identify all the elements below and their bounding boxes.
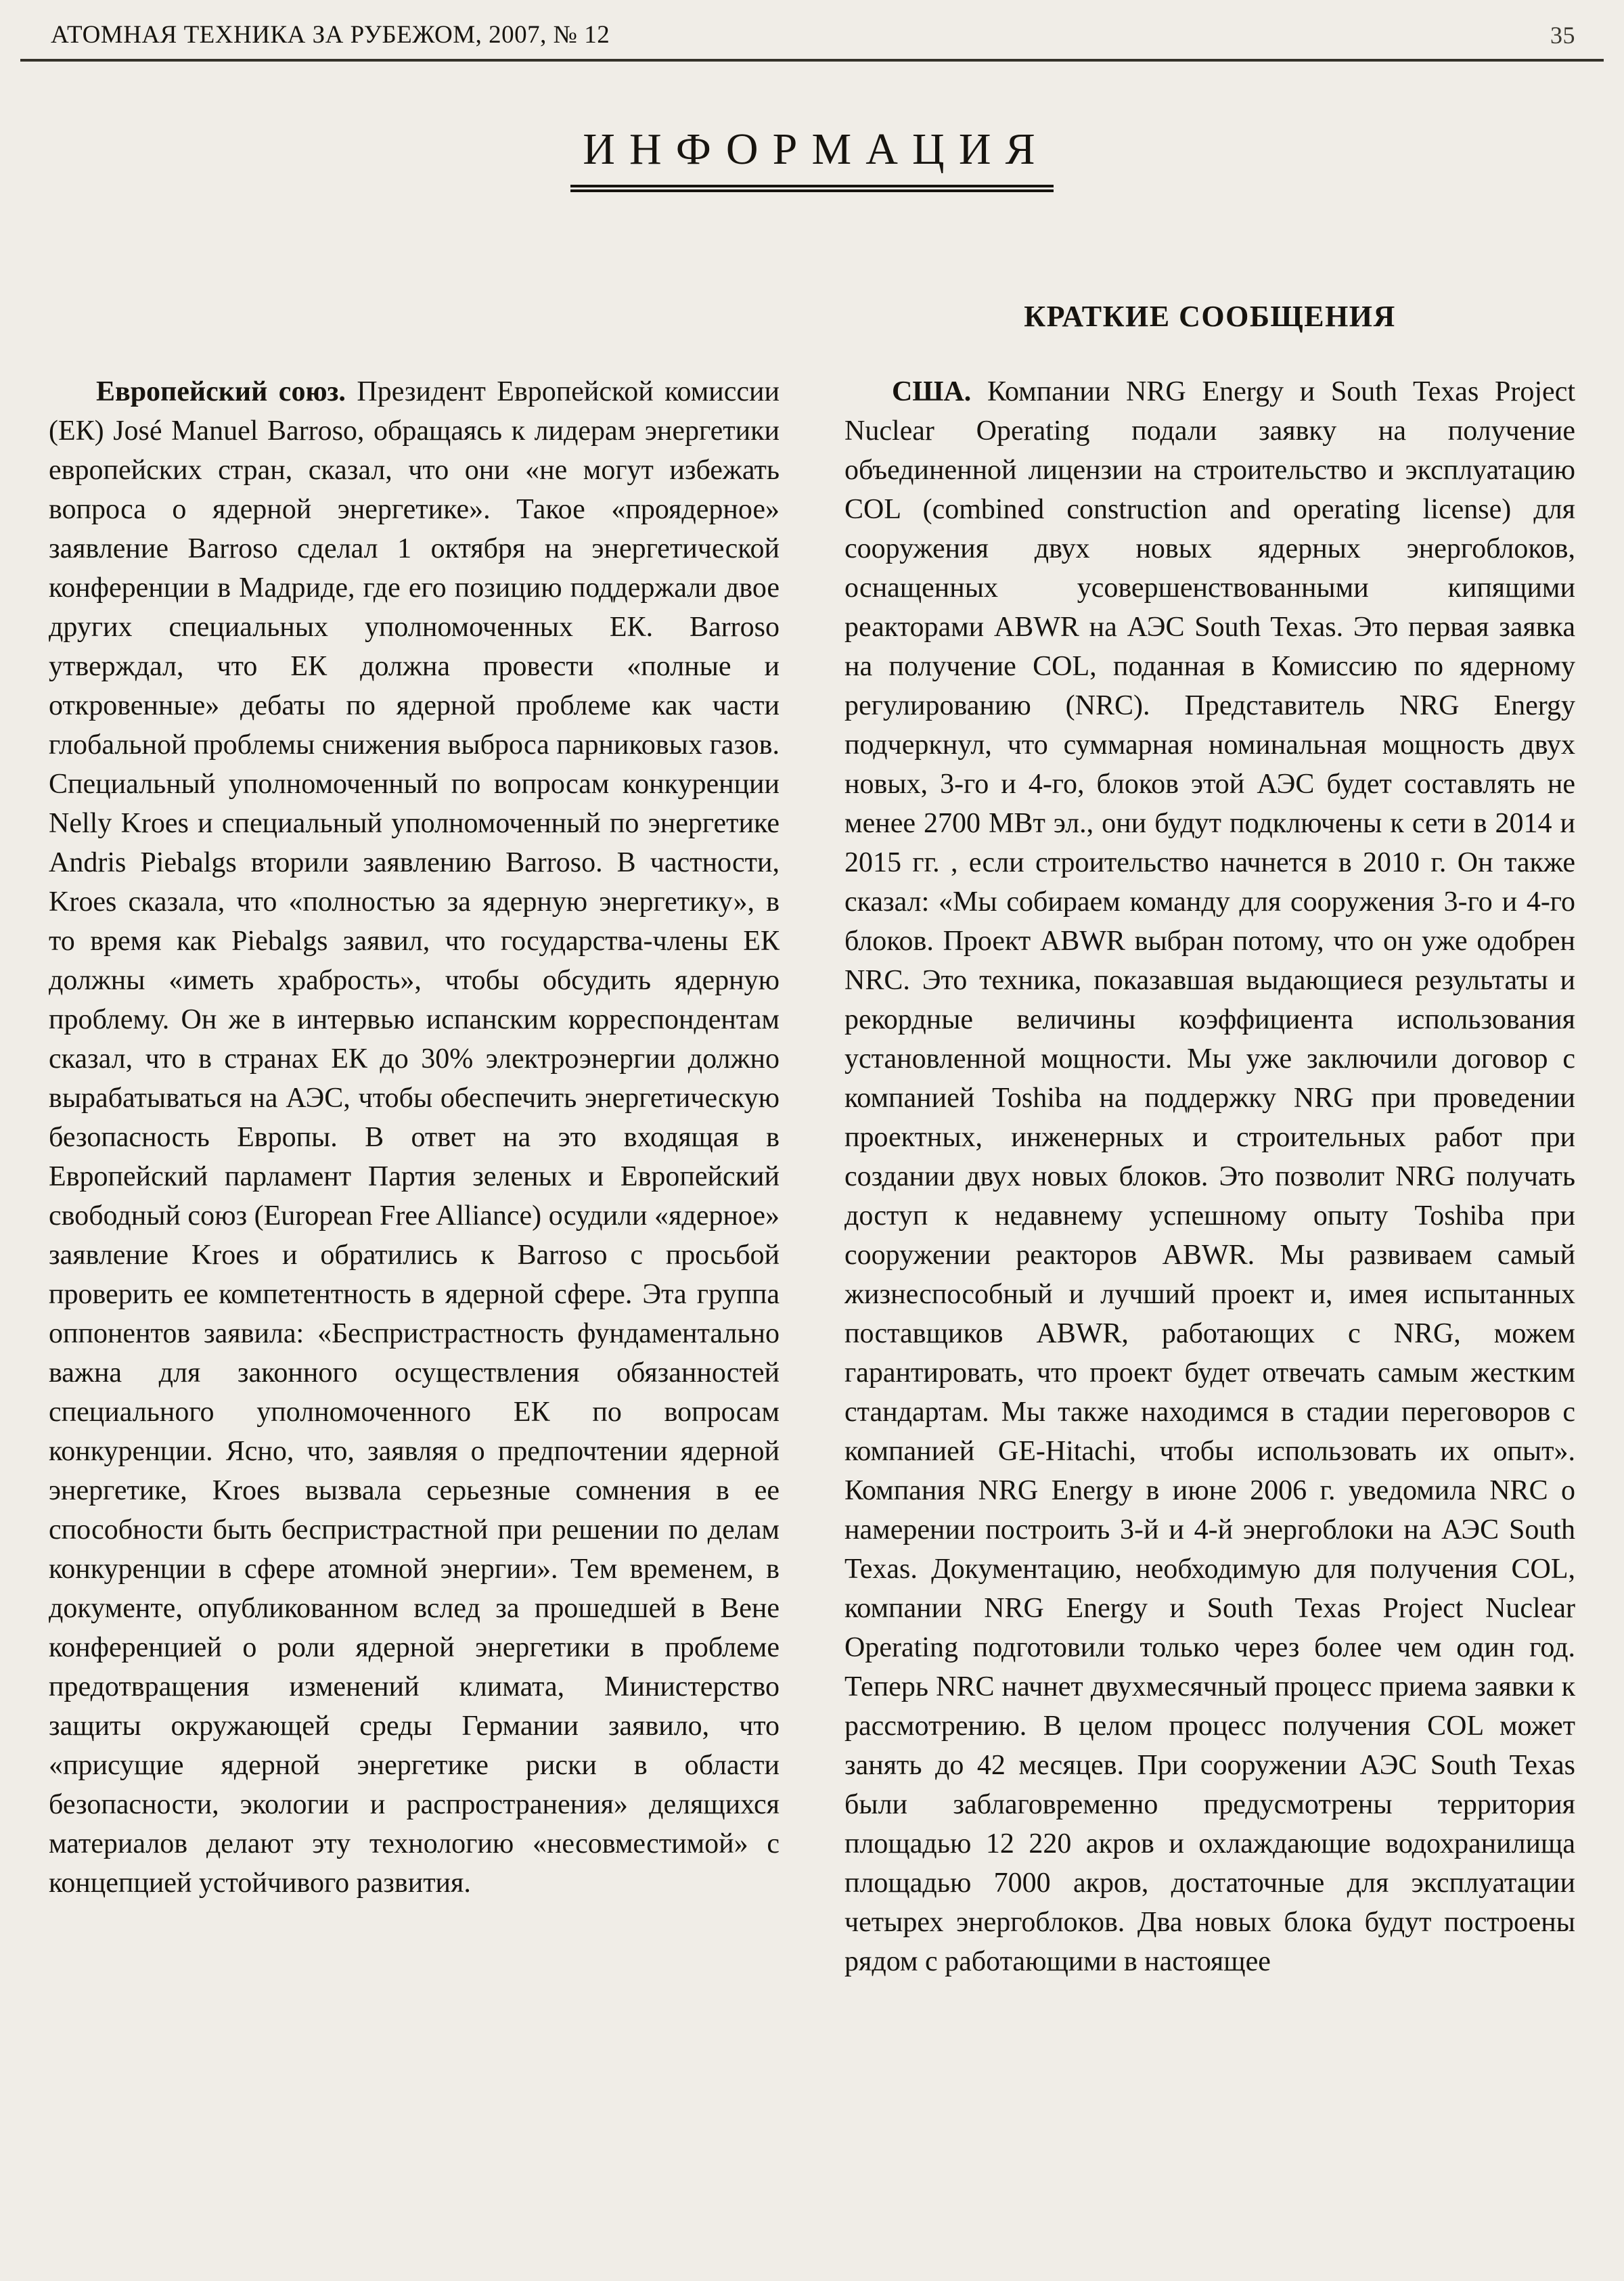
left-column <box>49 299 780 1981</box>
article-european-union <box>49 372 780 1903</box>
right-column <box>844 299 1575 1981</box>
article-usa <box>844 372 1575 1981</box>
header-rule <box>20 59 1604 62</box>
column-heading: КРАТКИЕ СООБЩЕНИЯ <box>1024 300 1396 333</box>
two-column-layout <box>0 299 1624 1981</box>
running-head <box>0 0 1624 49</box>
journal-title: АТОМНАЯ ТЕХНИКА ЗА РУБЕЖОМ, 2007, № 12 <box>51 21 610 49</box>
article-body: Президент Европейской комиссии (ЕК) José Manuel Barroso, обращаясь к лидерам энергетики европейских стран, сказал, что они «не могут избежать вопроса о ядерной энергетике». Такое «проядерное» заявление Barroso сделал 1 октября на энергетической конференции в Мадриде, где его позицию поддержали двое других специальных уполномоченных ЕК. Barroso утверждал, что ЕК должна провести «полные и откровенные» дебаты по ядерной проблеме как части глобальной проблемы снижения выброса парниковых газов. Специальный уполномоченный по вопросам конкуренции Nelly Kroes и специальный уполномоченный по энергетике Andris Piebalgs вторили заявлению Barroso. В частности, Kroes сказала, что «полностью за ядерную энергетику», в то время как Piebalgs заявил, что государства-члены ЕК должны «иметь храбрость», чтобы обсудить ядерную проблему. Он же в интервью испанским корреспондентам сказал, что в странах ЕК до 30% электроэнергии должно вырабатываться на АЭС, чтобы обеспечить энергетическую безопасность Европы. В ответ на это входящая в Европейский парламент Партия зеленых и Европейский свободный союз (European Free Alliance) осудили «ядерное» заявление Kroes и обратились к Barroso с просьбой проверить ее компетентность в ядерной сфере. Эта группа оппонентов заявила: «Беспристрастность фундаментально важна для законного осуществления обязанностей специального уполномоченного ЕК по вопросам конкуренции. Ясно, что, заявляя о предпочтении ядерной энергетике, Kroes вызвала серьезные сомнения в ее способности быть беспристрастной при решении по делам конкуренции в сфере атомной энергии». Тем временем, в документе, опубликованном вслед за прошедшей в Вене конференцией о роли ядерной энергетики в проблеме предотвращения изменений климата, Министерство защиты окружающей среды Германии заявило, что «присущие ядерной энергетике риски в области безопасности, экологии и распространения» делящихся материалов делают эту технологию «несовместимой» с концепцией устойчивого развития. <box>49 376 780 1899</box>
left-column-spacer <box>49 299 780 372</box>
article-body: Компании NRG Energy и South Texas Project Nuclear Operating подали заявку на получение объединенной лицензии на строительство и эксплуатацию COL (combined construction and operating license) для сооружения двух новых ядерных энергоблоков, оснащенных усовершенствованными кипящими реакторами ABWR на АЭС South Texas. Это первая заявка на получение COL, поданная в Комиссию по ядерному регулированию (NRC). Представитель NRG Energy подчеркнул, что суммарная номинальная мощность двух новых, 3-го и 4-го, блоков этой АЭС будет составлять не менее 2700 МВт эл., они будут подключены к сети в 2014 и 2015 гг. , если строительство начнется в 2010 г. Он также сказал: «Мы собираем команду для сооружения 3-го и 4-го блоков. Проект ABWR выбран потому, что он уже одобрен NRC. Это техника, показавшая выдающиеся результаты и рекордные величины коэффициента использования установленной мощности. Мы уже заключили договор с компанией Toshiba на поддержку NRG при проведении проектных, инженерных и строительных работ при создании двух новых блоков. Это позволит NRG получать доступ к недавнему успешному опыту Toshiba при сооружении реакторов ABWR. Мы развиваем самый жизнеспособный и лучший проект и, имея испытанных поставщиков ABWR, работающих с NRG, можем гарантировать, что проект будет отвечать самым жестким стандартам. Мы также находимся в стадии переговоров с компанией GE-Hitachi, чтобы использовать их опыт». Компания NRG Energy в июне 2006 г. уведомила NRC о намерении построить 3-й и 4-й энергоблоки на АЭС South Texas. Документацию, необходимую для получения COL, компании NRG Energy и South Texas Project Nuclear Operating подготовили только через более чем один год. Теперь NRC начнет двухмесячный процесс приема заявки к рассмотрению. В целом процесс получения COL может занять до 42 месяцев. При сооружении АЭС South Texas были заблаговременно предусмотрены территория площадью 12 220 акров и охлаждающие водохранилища площадью 7000 акров, достаточные для эксплуатации четырех энергоблоков. Два новых блока будут построены рядом с работающими в настоящее <box>844 376 1576 1977</box>
article-lead: Европейский союз. <box>96 376 346 407</box>
section-title: ИНФОРМАЦИЯ <box>570 124 1054 192</box>
section-title-wrap <box>0 124 1624 192</box>
article-lead: США. <box>892 376 972 407</box>
page-number: 35 <box>1550 22 1575 49</box>
